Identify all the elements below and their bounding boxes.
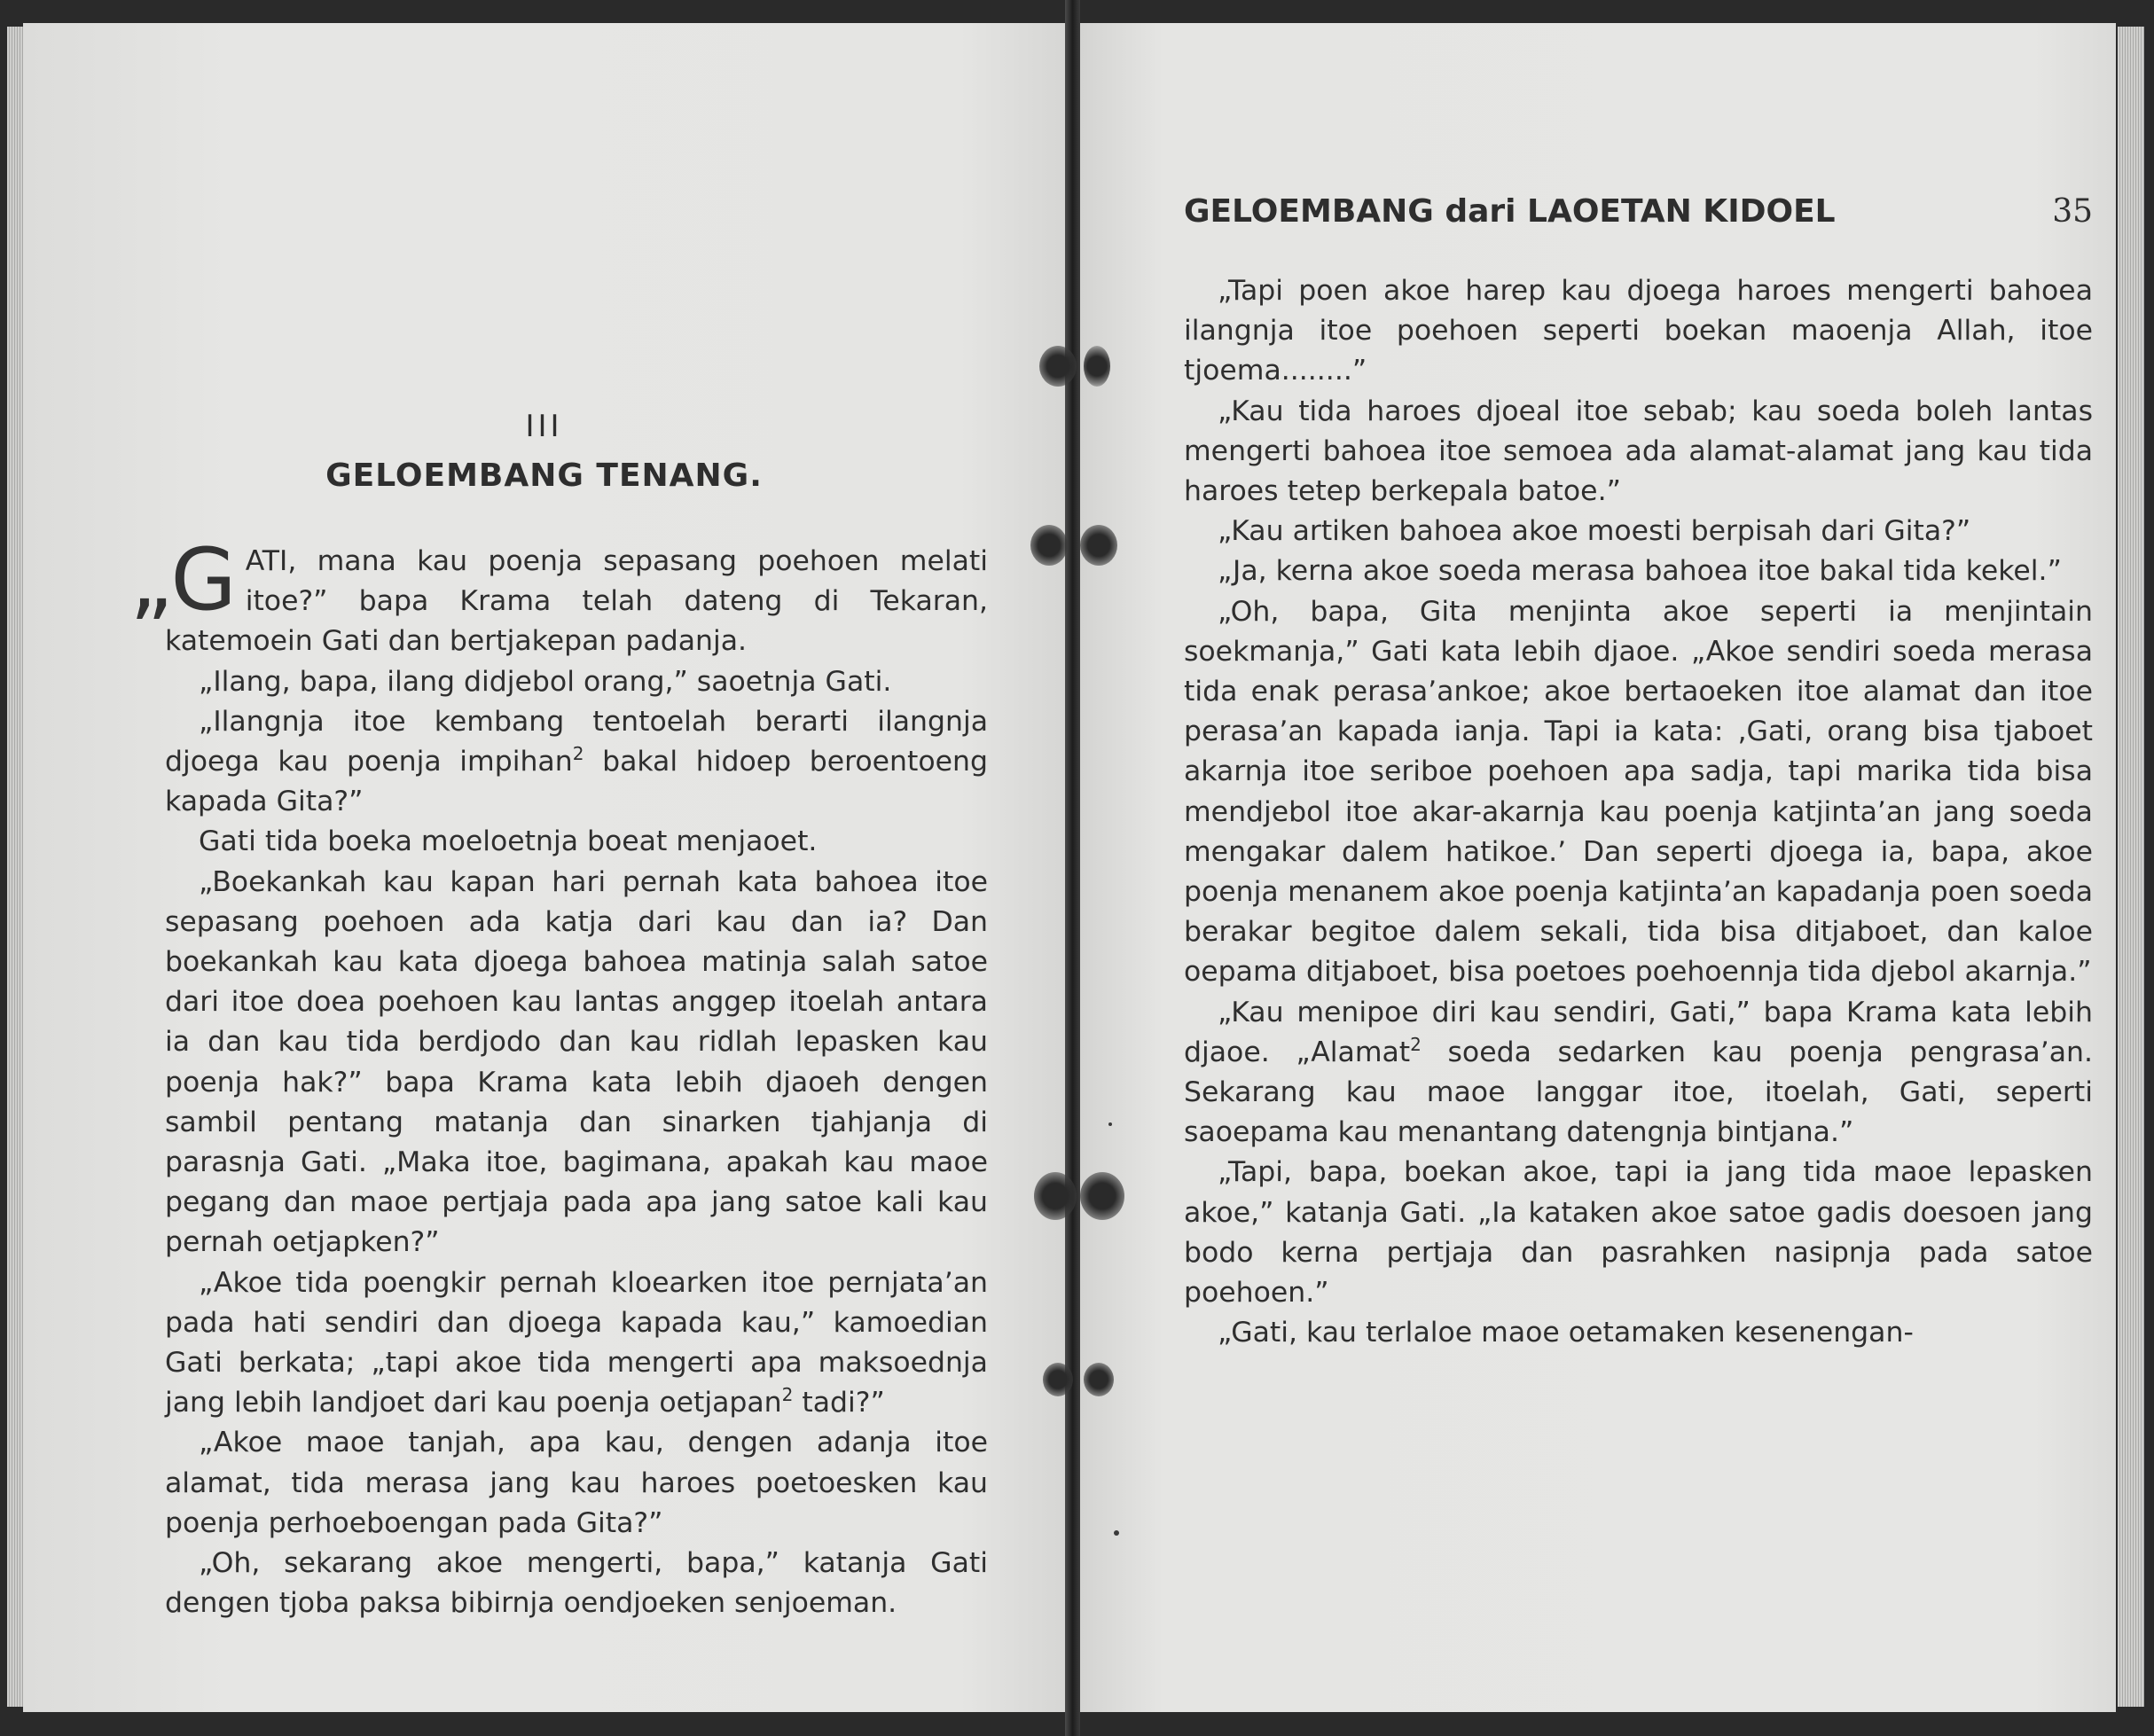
right-page bbox=[1080, 23, 2116, 1712]
running-head-title: GELOEMBANG dari LAOETAN KIDOEL bbox=[1184, 193, 1836, 230]
paragraph: „Gati, kau terlaloe maoe oetamaken kesenengan- bbox=[1218, 1317, 1914, 1349]
superscript-two: 2 bbox=[781, 1384, 794, 1406]
binding-hole bbox=[1030, 525, 1068, 566]
binding-hole bbox=[1039, 346, 1077, 387]
superscript-two: 2 bbox=[572, 743, 584, 765]
ink-speck bbox=[1114, 1530, 1119, 1536]
paragraph: „Ilang, bapa, ilang didjebol orang,” saoetnja Gati. bbox=[199, 665, 892, 698]
paragraph: „Akoe tida poengkir pernah kloearken itoe pernjata’an pada hati sendiri dan djoega kapada kau,” kamoedian Gati berkata; „tapi akoe tida mengerti apa maksoednja jang lebih landjoet dari kau poenja oetjapan$^2$ tadi?” bbox=[165, 1266, 988, 1419]
paragraph: „Oh, bapa, Gita menjinta akoe seperti ia menjintain soekmanja,” Gati kata lebih djaoe. „Akoe sendiri soeda merasa tida enak perasa’ankoe; akoe bertaoeken itoe alamat dan itoe perasa’an kapada ianja. Tapi ia kata: ‚Gati, orang bisa tjaboet akarnja itoe seriboe poehoen apa sadja, tapi marika tida bisa mendjebol itoe akar-akarnja kau poenja katjinta’an jang soeda mengakar dalem hatikoe.’ Dan seperti djoega ia, bapa, akoe poenja menanem akoe poenja katjinta’an kapadanja poen soeda berakar begitoe dalem sekali, tida bisa ditjaboet, dan kaloe oepama ditjaboet, bisa poetoes poehoennja tida djebol akarnja.” bbox=[1184, 595, 2093, 989]
paragraph: „Kau menipoe diri kau sendiri, Gati,” bapa Krama kata lebih djaoe. „Alamat$^2$ soeda sedarken kau poenja pengrasa’an. Sekarang kau maoe langgar itoe, itoelah, Gati, seperti saoepama kau menantang datengnja bintjana.” bbox=[1184, 996, 2093, 1149]
chapter-number: III bbox=[525, 409, 563, 444]
drop-cap-letter: G bbox=[170, 530, 237, 629]
left-page bbox=[23, 23, 1065, 1712]
paragraph: „Ja, kerna akoe soeda merasa bahoea itoe bakal tida kekel.” bbox=[1218, 555, 2062, 588]
left-page-edge bbox=[7, 27, 25, 1707]
binding-hole bbox=[1080, 1172, 1124, 1220]
binding-hole bbox=[1080, 525, 1117, 566]
right-page-text bbox=[1184, 271, 2093, 1353]
drop-cap-quote: „ bbox=[129, 530, 171, 629]
chapter-title: GELOEMBANG TENANG. bbox=[325, 457, 763, 494]
paragraph: „Kau artiken bahoea akoe moesti berpisah dari Gita?” bbox=[1218, 515, 1971, 548]
paragraph bbox=[129, 530, 988, 662]
paragraph: „Ilangnja itoe kembang tentoelah berarti ilangnja djoega kau poenja impihan$^2$ bakal hidoep beroentoeng kapada Gita?” bbox=[165, 705, 988, 818]
drop-cap bbox=[129, 530, 237, 629]
book-spine bbox=[1065, 0, 1080, 1736]
binding-hole bbox=[1034, 1172, 1077, 1220]
binding-hole bbox=[1043, 1363, 1073, 1396]
superscript-two: 2 bbox=[1410, 1033, 1422, 1055]
paragraph: „Kau tida haroes djoeal itoe sebab; kau soeda boleh lantas mengerti bahoea itoe semoea ada alamat-alamat jang kau tida haroes tetep berkepala batoe.” bbox=[1184, 395, 2093, 508]
paragraph: „Akoe maoe tanjah, apa kau, dengen adanja itoe alamat, tida merasa jang kau haroes poetoesken kau poenja perhoeboengan pada Gita?” bbox=[165, 1427, 988, 1539]
first-paragraph-text: ATI, mana kau poenja sepasang poehoen melati itoe?” bapa Krama telah dateng di Tekaran, katemoein Gati dan bertjakepan padanja. bbox=[165, 545, 988, 658]
paragraph: „Tapi, bapa, boekan akoe, tapi ia jang tida maoe lepasken akoe,” katanja Gati. „Ia kataken akoe satoe gadis doesoen jang bodo kerna pertjaja dan pasrahken nasipnja pada satoe poehoen.” bbox=[1184, 1156, 2093, 1310]
paragraph: Gati tida boeka moeloetnja boeat menjaoet. bbox=[199, 825, 818, 858]
ink-speck bbox=[1108, 1122, 1112, 1126]
paragraph: „Boekankah kau kapan hari pernah kata bahoea itoe sepasang poehoen ada katja dari kau dan ia? Dan boekankah kau kata djoega bahoea matinja salah satoe dari itoe doea poehoen kau lantas anggep itoelah antara ia dan kau tida berdjodo dan kau ridlah lepasken kau poenja hak?” bapa Krama kata lebih djaoeh dengen sambil pentang matanja dan sinarken tjahjanja di parasnja Gati. „Maka itoe, bagimana, apakah kau maoe pegang dan maoe pertjaja pada apa jang satoe kali kau pernah oetjapken?” bbox=[165, 865, 988, 1259]
binding-hole bbox=[1084, 346, 1110, 387]
binding-hole bbox=[1084, 1363, 1114, 1396]
page-number: 35 bbox=[2052, 193, 2093, 230]
left-page-text bbox=[129, 530, 988, 1623]
running-head bbox=[1184, 193, 2093, 238]
right-page-edge bbox=[2118, 27, 2144, 1707]
paragraph: „Oh, sekarang akoe mengerti, bapa,” katanja Gati dengen tjoba paksa bibirnja oendjoeken senjoeman. bbox=[165, 1547, 988, 1620]
paragraph: „Tapi poen akoe harep kau djoega haroes mengerti bahoea ilangnja itoe poehoen seperti boekan maoenja Allah, itoe tjoema........” bbox=[1184, 275, 2093, 387]
